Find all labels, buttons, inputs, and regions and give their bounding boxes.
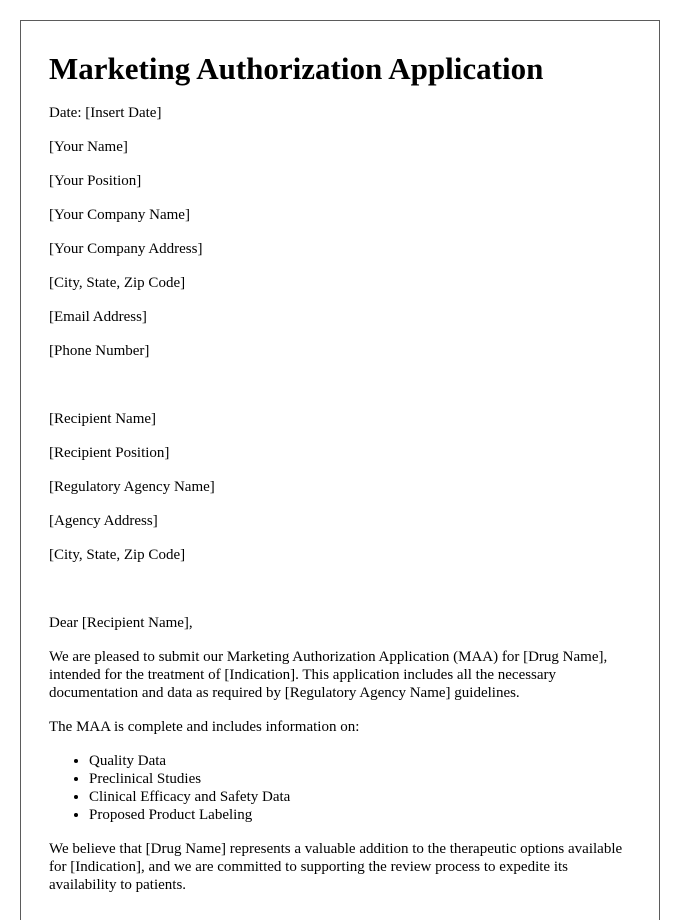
sender-email: [Email Address]	[49, 309, 147, 325]
sender-name: [Your Name]	[49, 139, 128, 155]
date-line: Date: [Insert Date]	[49, 105, 162, 121]
salutation: Dear [Recipient Name],	[49, 615, 193, 631]
closing-paragraph: We believe that [Drug Name] represents a valuable addition to the therapeutic options available for [Indication], and we are committed to supporting the review process to expedite its availability to patients.	[49, 841, 623, 893]
list-item: • Proposed Product Labeling	[89, 806, 631, 824]
list-item: • Clinical Efficacy and Safety Data	[89, 788, 631, 806]
intro-paragraph: We are pleased to submit our Marketing Authorization Application (MAA) for [Drug Name], intended for the treatment of [Indication]. This application includes all the necessary documentation and data as required by [Regulatory Agency Name] guidelines.	[49, 649, 608, 701]
sender-city-state-zip: [City, State, Zip Code]	[49, 275, 186, 291]
sender-phone: [Phone Number]	[49, 343, 150, 359]
recipient-block	[49, 410, 631, 564]
list-item: • Preclinical Studies	[89, 770, 631, 788]
recipient-name: [Recipient Name]	[49, 411, 157, 427]
recipient-agency-address: [Agency Address]	[49, 513, 158, 529]
recipient-agency-name: [Regulatory Agency Name]	[49, 479, 215, 495]
letter-page	[20, 20, 660, 920]
sender-company-name: [Your Company Name]	[49, 207, 190, 223]
recipient-city-state-zip: [City, State, Zip Code]	[49, 547, 186, 563]
contents-intro-paragraph: The MAA is complete and includes information on:	[49, 719, 360, 735]
sender-position: [Your Position]	[49, 173, 142, 189]
recipient-position: [Recipient Position]	[49, 445, 170, 461]
sender-block	[49, 104, 631, 360]
list-item: • Quality Data	[89, 752, 631, 770]
sender-company-address: [Your Company Address]	[49, 241, 203, 257]
document-title: Marketing Authorization Application	[49, 51, 544, 86]
contents-list	[49, 752, 631, 824]
